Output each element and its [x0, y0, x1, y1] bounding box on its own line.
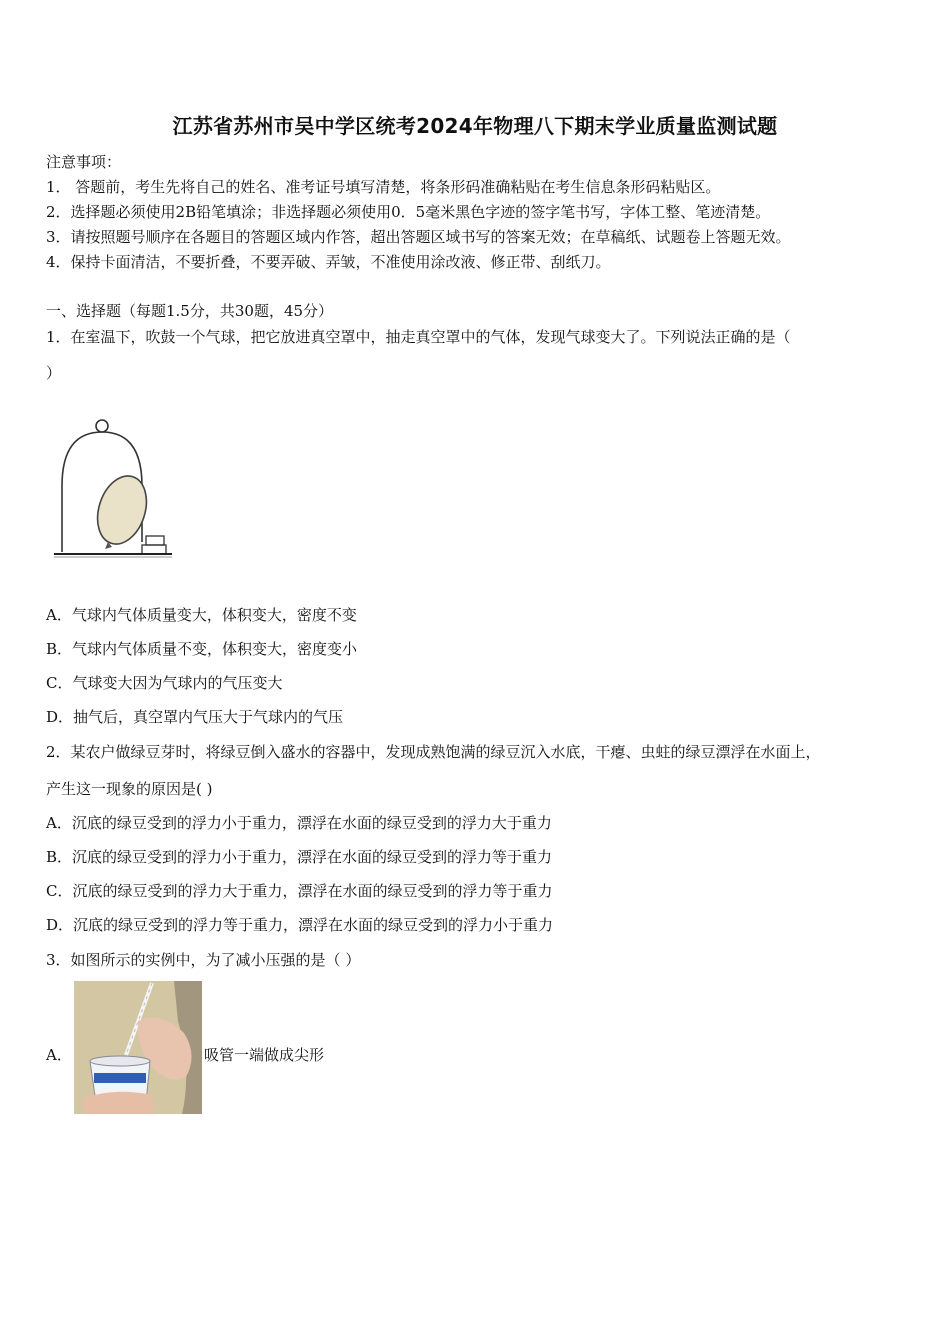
- notice-item: 2．选择题必须使用2B铅笔填涂；非选择题必须使用0．5毫米黑色字迹的签字笔书写，字体工整、笔迹清楚。: [46, 203, 771, 221]
- q3-option-a-label: A．: [46, 1046, 72, 1064]
- q1-option-c: C．气球变大因为气球内的气压变大: [46, 674, 283, 692]
- notice-item: 3．请按照题号顺序在各题目的答题区域内作答，超出答题区域书写的答案无效；在草稿纸、试题卷上答题无效。: [46, 228, 791, 246]
- q2-option-c: C．沉底的绿豆受到的浮力大于重力，漂浮在水面的绿豆受到的浮力等于重力: [46, 882, 553, 900]
- q1-figure-bell-jar: [50, 416, 176, 562]
- q3-figure-straw-photo: [74, 981, 202, 1114]
- q1-stem: 1．在室温下，吹鼓一个气球，把它放进真空罩中，抽走真空罩中的气体，发现气球变大了。下列说法正确的是（: [46, 328, 791, 346]
- q2-stem: 2．某农户做绿豆芽时，将绿豆倒入盛水的容器中，发现成熟饱满的绿豆沉入水底，干瘪、虫蛀的绿豆漂浮在水面上，: [46, 743, 821, 761]
- q1-option-b: B．气球内气体质量不变，体积变大，密度变小: [46, 640, 358, 658]
- notice-item: 4．保持卡面清洁，不要折叠，不要弄破、弄皱，不准使用涂改液、修正带、刮纸刀。: [46, 253, 611, 271]
- exam-title: 江苏省苏州市吴中学区统考2024年物理八下期末学业质量监测试题: [172, 114, 778, 138]
- q2-option-d: D．沉底的绿豆受到的浮力等于重力，漂浮在水面的绿豆受到的浮力小于重力: [46, 916, 554, 934]
- q1-stem-end: ）: [46, 364, 62, 382]
- q2-option-b: B．沉底的绿豆受到的浮力小于重力，漂浮在水面的绿豆受到的浮力等于重力: [46, 848, 553, 866]
- section-heading: 一、选择题（每题1.5分，共30题，45分）: [46, 302, 334, 320]
- straw-cup-photo: [74, 981, 202, 1114]
- q1-option-a: A．气球内气体质量变大，体积变大，密度不变: [46, 606, 357, 624]
- q2-stem-end: 产生这一现象的原因是( ): [46, 780, 213, 798]
- q3-stem: 3．如图所示的实例中，为了减小压强的是（ ）: [46, 951, 361, 969]
- q2-option-a: A．沉底的绿豆受到的浮力小于重力，漂浮在水面的绿豆受到的浮力大于重力: [46, 814, 552, 832]
- notice-item: 1． 答题前，考生先将自己的姓名、准考证号填写清楚，将条形码准确粘贴在考生信息条形码粘贴区。: [46, 178, 721, 196]
- notice-heading: 注意事项：: [46, 153, 122, 171]
- q3-option-a-text: 吸管一端做成尖形: [204, 1046, 325, 1064]
- q1-option-d: D．抽气后，真空罩内气压大于气球内的气压: [46, 708, 344, 726]
- bell-jar-balloon-illustration: [50, 416, 176, 562]
